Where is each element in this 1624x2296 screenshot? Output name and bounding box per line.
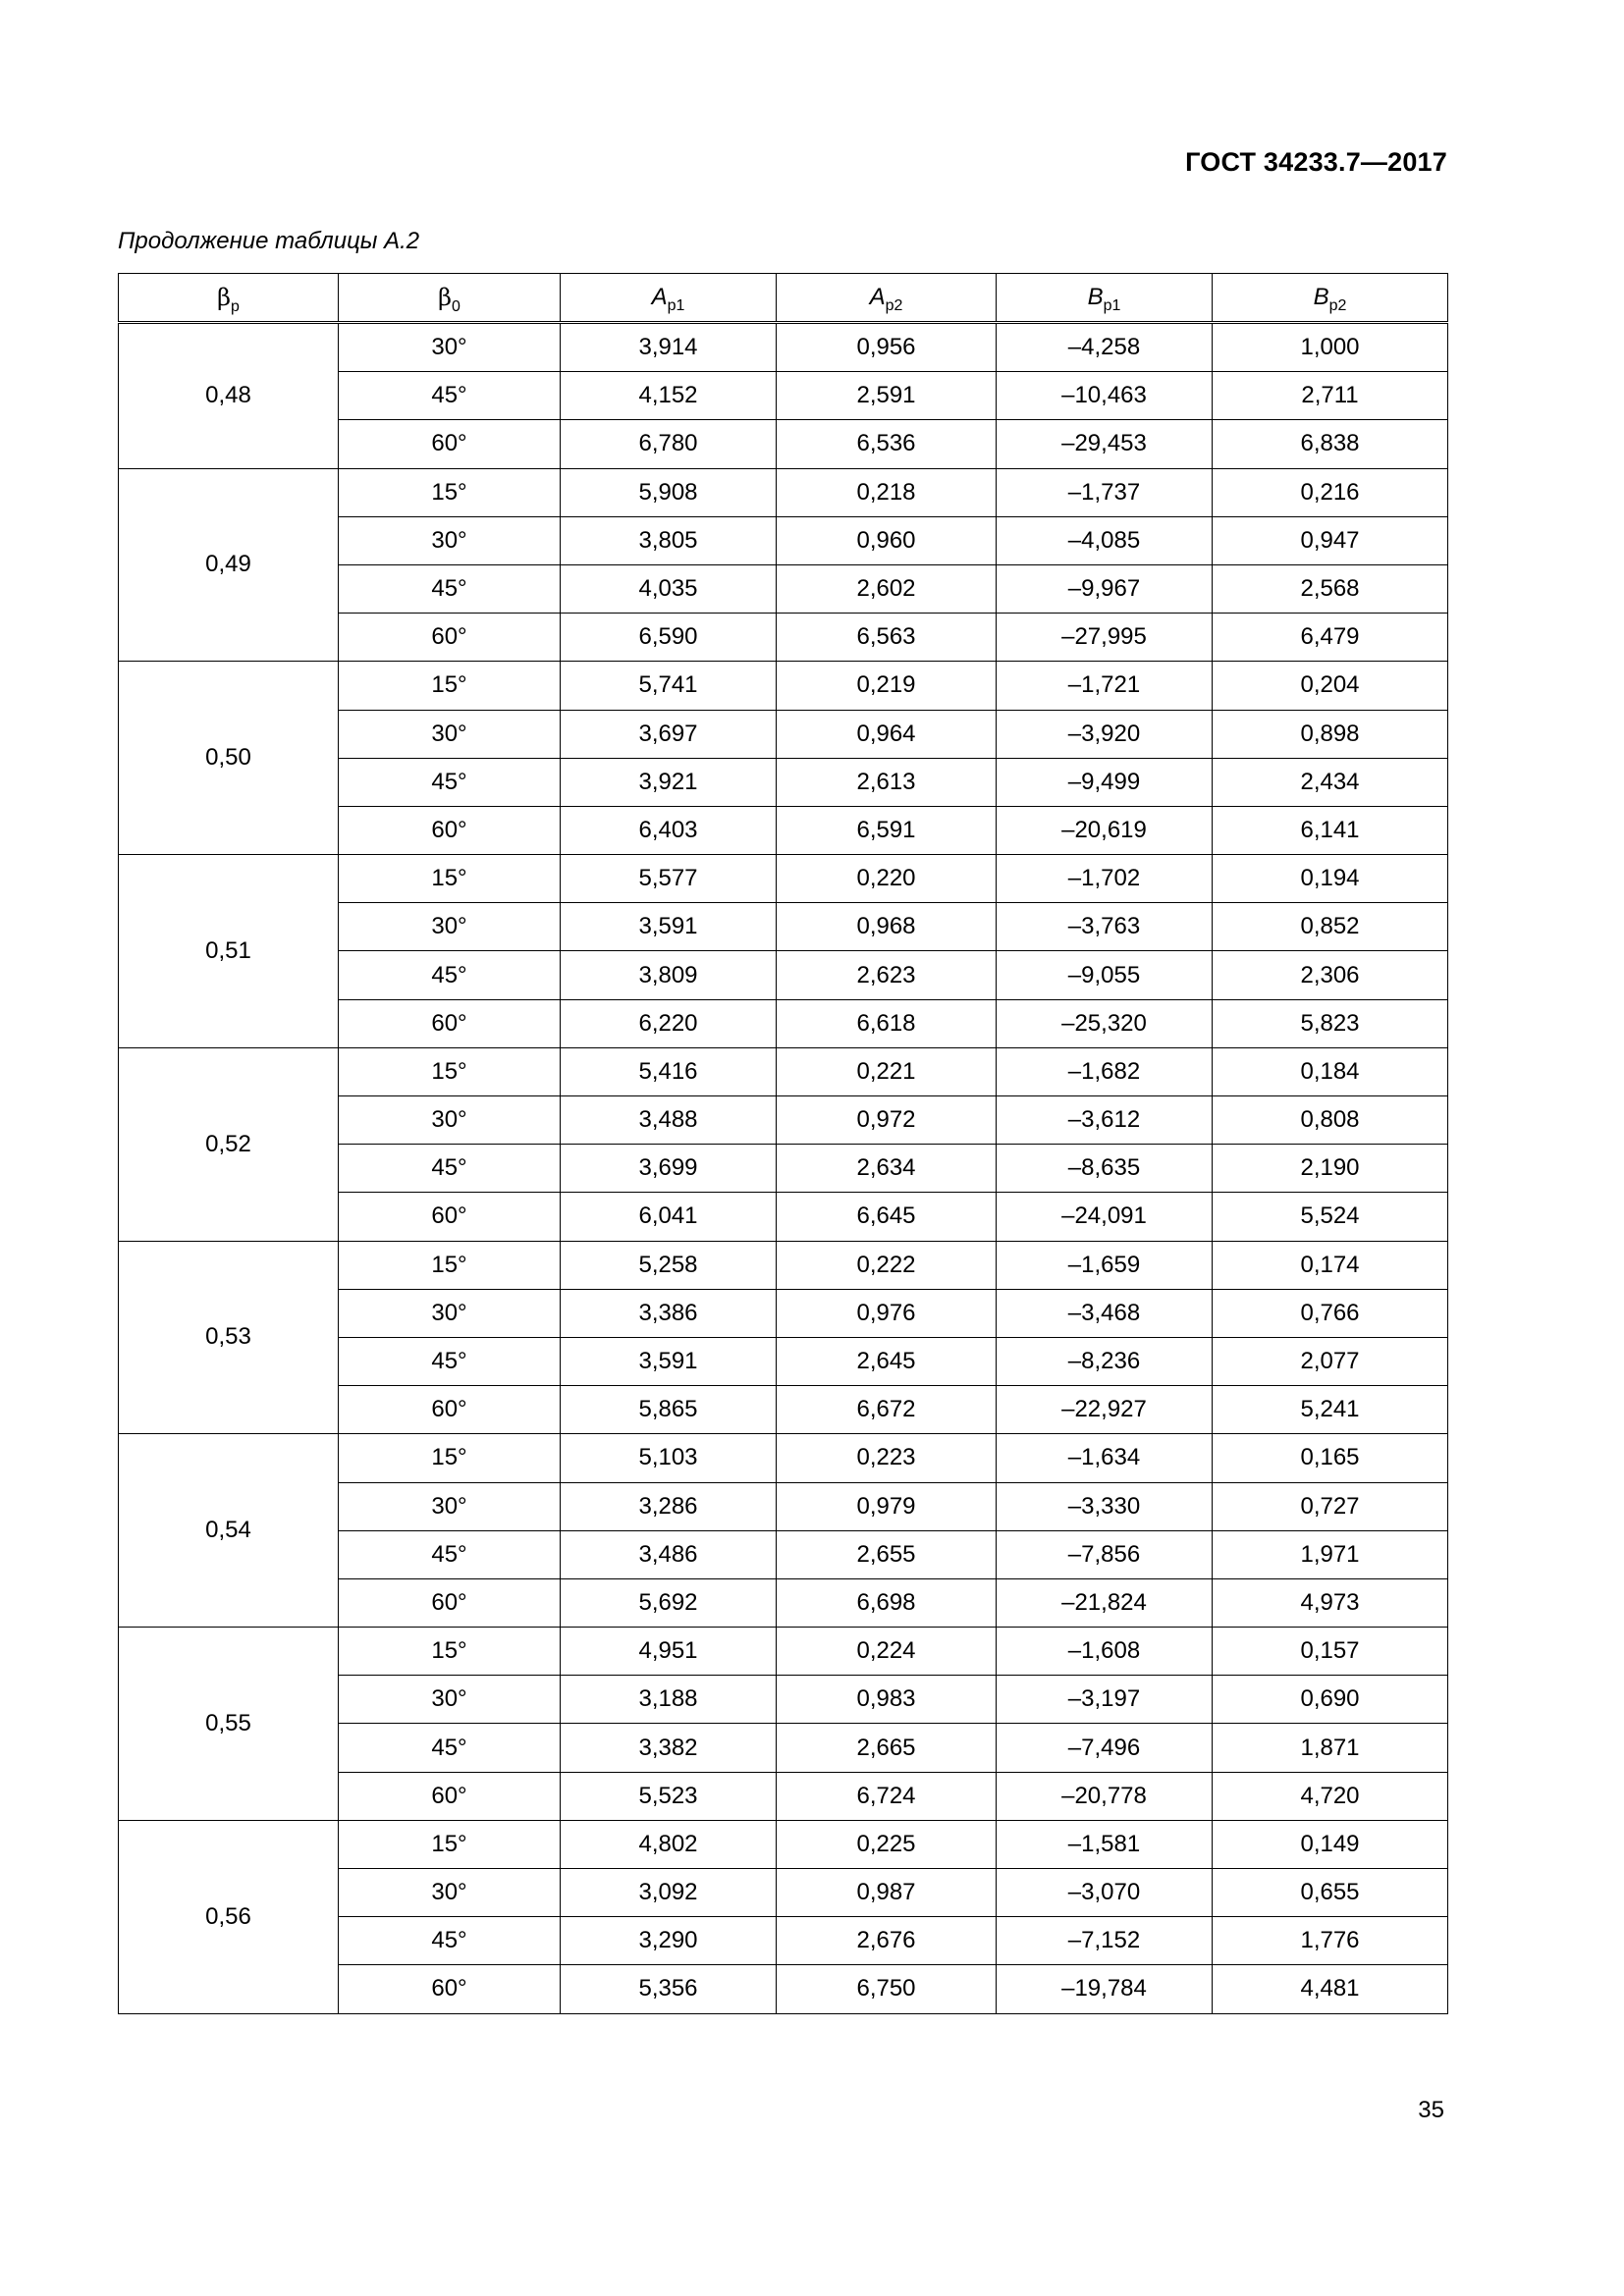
table-cell: 1,000 bbox=[1213, 323, 1448, 372]
table-cell: 0,852 bbox=[1213, 903, 1448, 951]
table-cell: 30° bbox=[339, 710, 561, 758]
table-cell: 5,692 bbox=[561, 1578, 777, 1627]
table-row bbox=[119, 1628, 1448, 1676]
column-header-symbol: B bbox=[1313, 284, 1329, 310]
table-cell: 0,165 bbox=[1213, 1434, 1448, 1482]
beta-p-cell: 0,54 bbox=[119, 1434, 339, 1628]
table-row bbox=[119, 1047, 1448, 1095]
table-row bbox=[119, 1241, 1448, 1289]
table-cell: 0,976 bbox=[777, 1289, 997, 1337]
table-cell: 5,865 bbox=[561, 1386, 777, 1434]
data-table bbox=[118, 273, 1448, 2014]
table-cell: 5,524 bbox=[1213, 1193, 1448, 1241]
table-cell: –27,995 bbox=[997, 614, 1213, 662]
table-cell: 6,041 bbox=[561, 1193, 777, 1241]
table-cell: 6,591 bbox=[777, 806, 997, 854]
table-cell: –25,320 bbox=[997, 999, 1213, 1047]
beta-p-cell: 0,49 bbox=[119, 468, 339, 662]
table-cell: 0,960 bbox=[777, 516, 997, 564]
table-cell: 3,488 bbox=[561, 1096, 777, 1145]
header-row bbox=[119, 274, 1448, 323]
table-cell: –4,085 bbox=[997, 516, 1213, 564]
table-cell: 6,780 bbox=[561, 420, 777, 468]
table-cell: 6,672 bbox=[777, 1386, 997, 1434]
table-cell: –1,737 bbox=[997, 468, 1213, 516]
table-cell: 30° bbox=[339, 516, 561, 564]
table-cell: 6,698 bbox=[777, 1578, 997, 1627]
table-cell: 5,416 bbox=[561, 1047, 777, 1095]
table-cell: 0,766 bbox=[1213, 1289, 1448, 1337]
table-cell: 45° bbox=[339, 758, 561, 806]
table-cell: 3,914 bbox=[561, 323, 777, 372]
table-caption: Продолжение таблицы А.2 bbox=[118, 228, 420, 254]
table-cell: –9,499 bbox=[997, 758, 1213, 806]
table-cell: 6,838 bbox=[1213, 420, 1448, 468]
table-cell: 60° bbox=[339, 1578, 561, 1627]
table-cell: 4,035 bbox=[561, 564, 777, 613]
table-cell: 3,092 bbox=[561, 1869, 777, 1917]
table-cell: 0,222 bbox=[777, 1241, 997, 1289]
table-cell: 5,523 bbox=[561, 1772, 777, 1820]
table-cell: 6,590 bbox=[561, 614, 777, 662]
table-cell: 3,286 bbox=[561, 1482, 777, 1530]
table-cell: 30° bbox=[339, 1289, 561, 1337]
table-cell: 0,157 bbox=[1213, 1628, 1448, 1676]
table-cell: 5,577 bbox=[561, 855, 777, 903]
table-cell: 1,776 bbox=[1213, 1917, 1448, 1965]
table-cell: –9,967 bbox=[997, 564, 1213, 613]
table-cell: –7,152 bbox=[997, 1917, 1213, 1965]
table-cell: 60° bbox=[339, 614, 561, 662]
table-cell: 4,720 bbox=[1213, 1772, 1448, 1820]
table-cell: 3,809 bbox=[561, 951, 777, 999]
table-body bbox=[119, 323, 1448, 2014]
beta-p-cell: 0,48 bbox=[119, 323, 339, 469]
table-cell: 5,241 bbox=[1213, 1386, 1448, 1434]
table-cell: –3,070 bbox=[997, 1869, 1213, 1917]
table-cell: 0,204 bbox=[1213, 662, 1448, 710]
column-header-subscript: 0 bbox=[451, 297, 460, 315]
table-cell: 15° bbox=[339, 468, 561, 516]
table-cell: 15° bbox=[339, 662, 561, 710]
table-cell: –1,721 bbox=[997, 662, 1213, 710]
table-cell: 2,634 bbox=[777, 1145, 997, 1193]
table-header bbox=[119, 274, 1448, 323]
table-cell: –3,763 bbox=[997, 903, 1213, 951]
column-header-subscript: p1 bbox=[1103, 296, 1121, 314]
table-cell: 4,802 bbox=[561, 1820, 777, 1868]
table-cell: 5,908 bbox=[561, 468, 777, 516]
table-cell: 3,921 bbox=[561, 758, 777, 806]
table-cell: –22,927 bbox=[997, 1386, 1213, 1434]
table-cell: –29,453 bbox=[997, 420, 1213, 468]
table-cell: 3,591 bbox=[561, 1337, 777, 1385]
table-cell: 2,623 bbox=[777, 951, 997, 999]
table-cell: 60° bbox=[339, 1386, 561, 1434]
column-header-symbol: B bbox=[1087, 284, 1104, 310]
column-header-3 bbox=[777, 274, 997, 323]
page-number: 35 bbox=[1418, 2097, 1444, 2123]
table-cell: 2,591 bbox=[777, 372, 997, 420]
table-cell: 45° bbox=[339, 1530, 561, 1578]
table-row bbox=[119, 1820, 1448, 1868]
table-cell: 0,655 bbox=[1213, 1869, 1448, 1917]
table-cell: 2,568 bbox=[1213, 564, 1448, 613]
table-cell: –1,682 bbox=[997, 1047, 1213, 1095]
table-cell: 0,987 bbox=[777, 1869, 997, 1917]
beta-p-cell: 0,55 bbox=[119, 1628, 339, 1821]
table-cell: 2,602 bbox=[777, 564, 997, 613]
table-cell: 6,618 bbox=[777, 999, 997, 1047]
table-cell: –8,635 bbox=[997, 1145, 1213, 1193]
table-cell: 15° bbox=[339, 1820, 561, 1868]
table-cell: 0,219 bbox=[777, 662, 997, 710]
column-header-symbol: A bbox=[869, 284, 886, 310]
table-cell: 6,536 bbox=[777, 420, 997, 468]
table-cell: 1,971 bbox=[1213, 1530, 1448, 1578]
table-cell: –20,778 bbox=[997, 1772, 1213, 1820]
table-cell: 2,645 bbox=[777, 1337, 997, 1385]
beta-p-cell: 0,52 bbox=[119, 1047, 339, 1241]
table-cell: –24,091 bbox=[997, 1193, 1213, 1241]
table-cell: 45° bbox=[339, 372, 561, 420]
table-cell: 0,983 bbox=[777, 1676, 997, 1724]
table-cell: 5,258 bbox=[561, 1241, 777, 1289]
beta-p-cell: 0,53 bbox=[119, 1241, 339, 1434]
table-row bbox=[119, 1434, 1448, 1482]
table-cell: 0,972 bbox=[777, 1096, 997, 1145]
column-header-subscript: p2 bbox=[1328, 296, 1347, 314]
table-cell: 15° bbox=[339, 1047, 561, 1095]
table-cell: –1,608 bbox=[997, 1628, 1213, 1676]
beta-p-cell: 0,50 bbox=[119, 662, 339, 855]
table-cell: 45° bbox=[339, 1917, 561, 1965]
table-cell: –3,468 bbox=[997, 1289, 1213, 1337]
table-cell: 6,724 bbox=[777, 1772, 997, 1820]
column-header-symbol: β bbox=[217, 283, 231, 311]
table-cell: 0,224 bbox=[777, 1628, 997, 1676]
table-cell: 3,697 bbox=[561, 710, 777, 758]
table-cell: 0,174 bbox=[1213, 1241, 1448, 1289]
table-cell: 3,188 bbox=[561, 1676, 777, 1724]
table-cell: –3,330 bbox=[997, 1482, 1213, 1530]
table-cell: –8,236 bbox=[997, 1337, 1213, 1385]
table-cell: 5,823 bbox=[1213, 999, 1448, 1047]
table-cell: 4,152 bbox=[561, 372, 777, 420]
table-cell: 60° bbox=[339, 1193, 561, 1241]
table-cell: 2,190 bbox=[1213, 1145, 1448, 1193]
table-cell: 0,225 bbox=[777, 1820, 997, 1868]
table-cell: 0,947 bbox=[1213, 516, 1448, 564]
table-cell: 0,979 bbox=[777, 1482, 997, 1530]
table-cell: 3,699 bbox=[561, 1145, 777, 1193]
document-id-header: ГОСТ 34233.7—2017 bbox=[1185, 147, 1447, 177]
table-cell: 6,220 bbox=[561, 999, 777, 1047]
table-cell: 0,221 bbox=[777, 1047, 997, 1095]
column-header-symbol: β bbox=[438, 283, 452, 311]
table-cell: 30° bbox=[339, 1676, 561, 1724]
column-header-subscript: p bbox=[230, 297, 240, 315]
table-cell: 30° bbox=[339, 1869, 561, 1917]
table-cell: 3,805 bbox=[561, 516, 777, 564]
table-cell: 3,591 bbox=[561, 903, 777, 951]
table-cell: 15° bbox=[339, 855, 561, 903]
table-cell: 0,149 bbox=[1213, 1820, 1448, 1868]
table-cell: 3,382 bbox=[561, 1724, 777, 1772]
table-cell: –19,784 bbox=[997, 1965, 1213, 2013]
table-cell: –9,055 bbox=[997, 951, 1213, 999]
table-cell: –4,258 bbox=[997, 323, 1213, 372]
table-cell: 60° bbox=[339, 806, 561, 854]
table-cell: 2,665 bbox=[777, 1724, 997, 1772]
table-cell: 0,964 bbox=[777, 710, 997, 758]
table-cell: 1,871 bbox=[1213, 1724, 1448, 1772]
table-cell: 5,741 bbox=[561, 662, 777, 710]
table-cell: 45° bbox=[339, 1724, 561, 1772]
table-cell: 6,645 bbox=[777, 1193, 997, 1241]
column-header-4 bbox=[997, 274, 1213, 323]
table-cell: –1,634 bbox=[997, 1434, 1213, 1482]
table-cell: 2,613 bbox=[777, 758, 997, 806]
beta-p-cell: 0,51 bbox=[119, 855, 339, 1048]
table-cell: 2,655 bbox=[777, 1530, 997, 1578]
table-row bbox=[119, 855, 1448, 903]
column-header-0 bbox=[119, 274, 339, 323]
table-cell: 45° bbox=[339, 1145, 561, 1193]
table-cell: 45° bbox=[339, 951, 561, 999]
column-header-5 bbox=[1213, 274, 1448, 323]
table-cell: 0,956 bbox=[777, 323, 997, 372]
beta-p-cell: 0,56 bbox=[119, 1820, 339, 2013]
table-row bbox=[119, 662, 1448, 710]
table-cell: 60° bbox=[339, 999, 561, 1047]
column-header-2 bbox=[561, 274, 777, 323]
table-cell: 0,220 bbox=[777, 855, 997, 903]
table-cell: 30° bbox=[339, 323, 561, 372]
table-cell: 0,727 bbox=[1213, 1482, 1448, 1530]
table-cell: 4,973 bbox=[1213, 1578, 1448, 1627]
table-cell: 60° bbox=[339, 1772, 561, 1820]
table-cell: 45° bbox=[339, 564, 561, 613]
table-cell: 0,898 bbox=[1213, 710, 1448, 758]
table-cell: 2,711 bbox=[1213, 372, 1448, 420]
table-cell: 4,481 bbox=[1213, 1965, 1448, 2013]
table-cell: –20,619 bbox=[997, 806, 1213, 854]
table-cell: 30° bbox=[339, 1482, 561, 1530]
table-row bbox=[119, 323, 1448, 372]
table-cell: –21,824 bbox=[997, 1578, 1213, 1627]
table-cell: 2,306 bbox=[1213, 951, 1448, 999]
table-cell: 45° bbox=[339, 1337, 561, 1385]
table-cell: 60° bbox=[339, 1965, 561, 2013]
table-cell: –7,496 bbox=[997, 1724, 1213, 1772]
table-cell: 30° bbox=[339, 903, 561, 951]
table-cell: 3,290 bbox=[561, 1917, 777, 1965]
table-cell: –3,612 bbox=[997, 1096, 1213, 1145]
table-cell: 0,223 bbox=[777, 1434, 997, 1482]
table-cell: 15° bbox=[339, 1628, 561, 1676]
table-cell: 0,690 bbox=[1213, 1676, 1448, 1724]
column-header-1 bbox=[339, 274, 561, 323]
table-cell: 2,434 bbox=[1213, 758, 1448, 806]
table-cell: 2,676 bbox=[777, 1917, 997, 1965]
table-cell: 0,218 bbox=[777, 468, 997, 516]
table-cell: 0,808 bbox=[1213, 1096, 1448, 1145]
table-cell: –1,702 bbox=[997, 855, 1213, 903]
table-cell: 6,750 bbox=[777, 1965, 997, 2013]
table-cell: 60° bbox=[339, 420, 561, 468]
table-cell: 0,968 bbox=[777, 903, 997, 951]
table-cell: 5,356 bbox=[561, 1965, 777, 2013]
table-cell: –7,856 bbox=[997, 1530, 1213, 1578]
table-cell: 6,141 bbox=[1213, 806, 1448, 854]
table-cell: 15° bbox=[339, 1434, 561, 1482]
table-container bbox=[118, 273, 1447, 2014]
table-cell: 30° bbox=[339, 1096, 561, 1145]
table-cell: –1,659 bbox=[997, 1241, 1213, 1289]
table-cell: –10,463 bbox=[997, 372, 1213, 420]
table-cell: –3,920 bbox=[997, 710, 1213, 758]
table-cell: 0,194 bbox=[1213, 855, 1448, 903]
table-cell: 3,486 bbox=[561, 1530, 777, 1578]
column-header-subscript: p2 bbox=[885, 296, 903, 314]
column-header-subscript: p1 bbox=[667, 296, 685, 314]
table-cell: 5,103 bbox=[561, 1434, 777, 1482]
table-cell: 0,216 bbox=[1213, 468, 1448, 516]
table-cell: 6,563 bbox=[777, 614, 997, 662]
table-row bbox=[119, 468, 1448, 516]
table-cell: 15° bbox=[339, 1241, 561, 1289]
table-cell: 2,077 bbox=[1213, 1337, 1448, 1385]
table-cell: 6,479 bbox=[1213, 614, 1448, 662]
table-cell: –3,197 bbox=[997, 1676, 1213, 1724]
table-cell: 3,386 bbox=[561, 1289, 777, 1337]
column-header-symbol: A bbox=[651, 284, 668, 310]
table-cell: 4,951 bbox=[561, 1628, 777, 1676]
table-cell: 6,403 bbox=[561, 806, 777, 854]
table-cell: –1,581 bbox=[997, 1820, 1213, 1868]
table-cell: 0,184 bbox=[1213, 1047, 1448, 1095]
